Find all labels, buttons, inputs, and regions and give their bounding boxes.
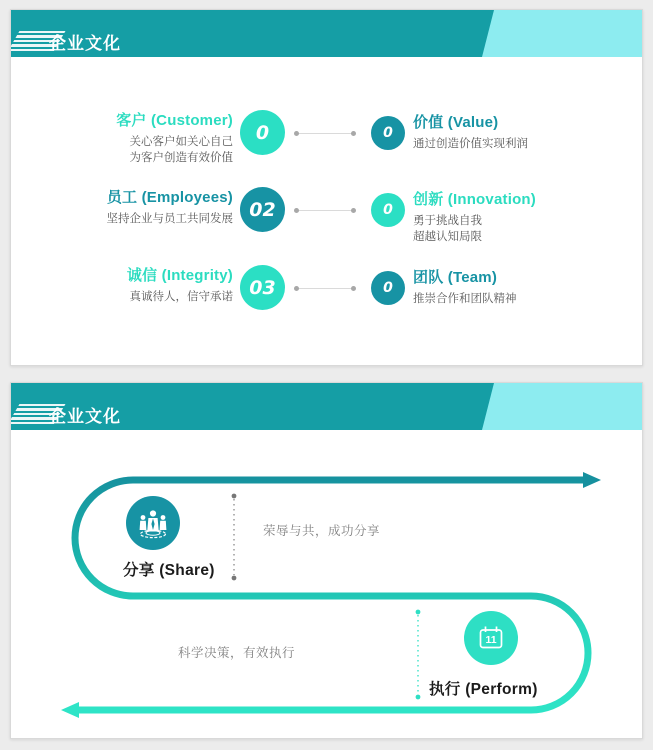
employees-desc-line1: 坚持企业与员工共同发展	[106, 213, 233, 225]
integrity-desc-line1: 真诚待人，信守承诺	[129, 291, 233, 303]
connector-line	[296, 210, 354, 211]
perform-label: 执行 (Perform)	[429, 681, 538, 698]
innovation-desc-line1: 勇于挑战自我	[413, 215, 482, 227]
innovation-title: 创新 (Innovation)	[413, 191, 536, 208]
value-block	[413, 111, 528, 152]
employees-block	[33, 186, 233, 227]
people-group-icon	[133, 503, 173, 543]
perform-caption: 科学决策，有效执行	[178, 646, 296, 660]
employees-number-badge: 02	[240, 187, 285, 232]
calendar-day-number: 11	[485, 634, 497, 646]
customer-number-badge: 0	[240, 110, 285, 155]
arrow-left-icon	[61, 702, 79, 718]
integrity-number-badge: 03	[240, 265, 285, 310]
value-title: 价值 (Value)	[413, 114, 499, 131]
innovation-number-badge: 0	[371, 193, 405, 227]
value-number-badge: 0	[371, 116, 405, 150]
employees-title: 员工 (Employees)	[106, 189, 233, 206]
slide-1-banner	[11, 10, 642, 57]
innovation-desc-line2: 超越认知局限	[413, 231, 482, 243]
customer-desc-line2: 为客户创造有效价值	[129, 152, 233, 164]
team-desc-line1: 推崇合作和团队精神	[413, 293, 517, 305]
customer-desc-line1: 关心客户如关心自己	[129, 136, 233, 148]
slide-2[interactable]	[10, 382, 643, 739]
team-number-badge: 0	[371, 271, 405, 305]
innovation-block	[413, 188, 536, 245]
slide-2-title: 企业文化	[49, 407, 121, 426]
integrity-title: 诚信 (Integrity)	[126, 267, 233, 284]
arrow-right-icon	[583, 472, 601, 488]
team-block	[413, 266, 517, 307]
integrity-block	[33, 264, 233, 305]
connector-line	[296, 133, 354, 134]
customer-block	[33, 109, 233, 166]
slide-1[interactable]	[10, 9, 643, 366]
connector-line	[296, 288, 354, 289]
share-dotted-connector	[232, 494, 237, 581]
process-loop-graphic	[11, 383, 642, 738]
customer-title: 客户 (Customer)	[116, 112, 233, 129]
share-caption: 荣辱与共，成功分享	[263, 524, 381, 538]
calendar-icon	[471, 618, 511, 658]
perform-node	[464, 611, 518, 665]
share-node	[126, 496, 180, 550]
perform-dotted-connector	[416, 610, 421, 700]
slide-1-title: 企业文化	[49, 34, 121, 53]
team-title: 团队 (Team)	[413, 269, 498, 286]
value-desc-line1: 通过创造价值实现利润	[413, 138, 528, 150]
share-label: 分享 (Share)	[123, 562, 215, 579]
